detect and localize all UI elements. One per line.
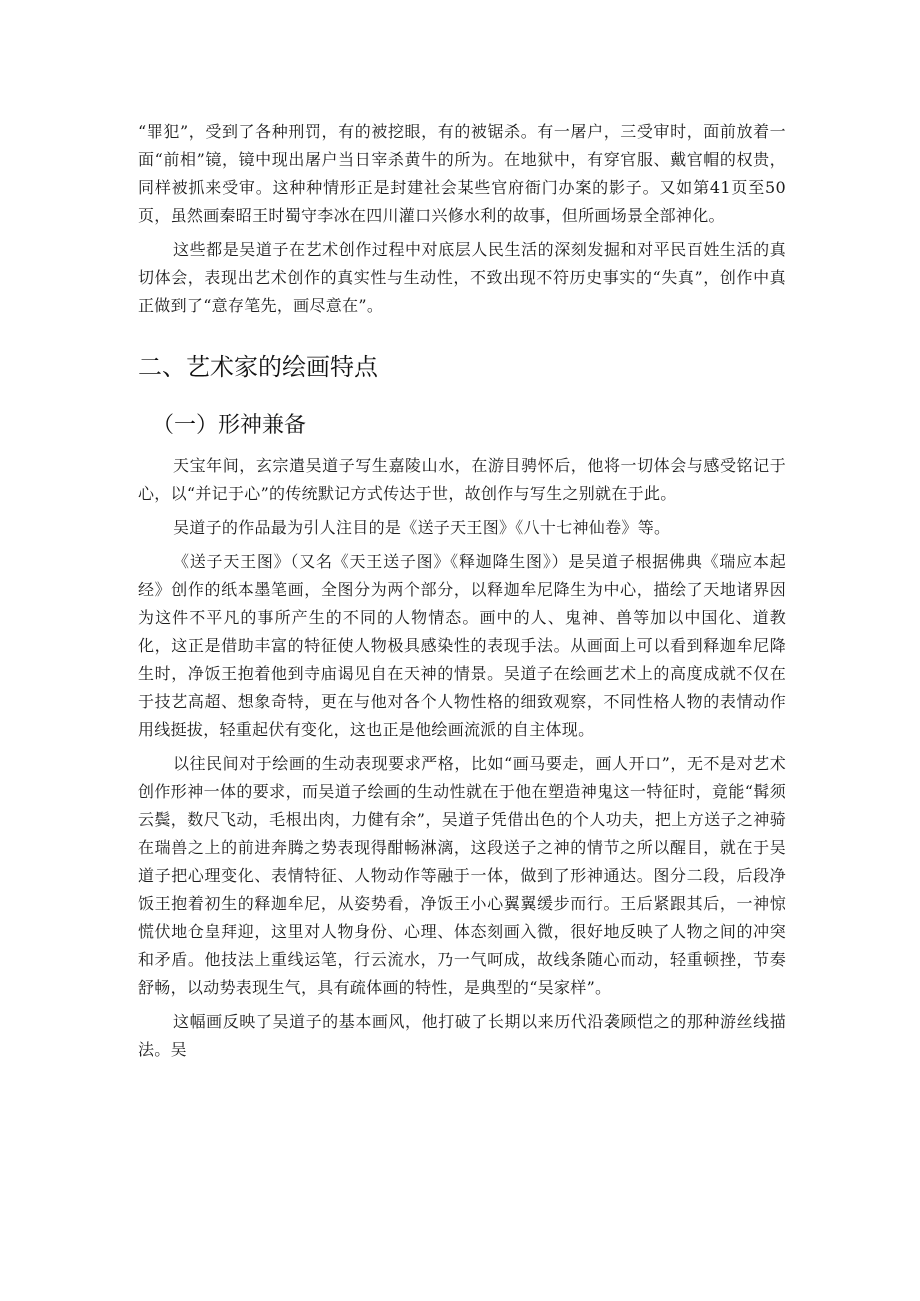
paragraph-tianbao: 天宝年间，玄宗遣吴道子写生嘉陵山水，在游目骋怀后，他将一切体会与感受铭记于心，以“并记于心”的传统默记方式传达于世，故创作与写生之别就在于此。: [138, 456, 786, 503]
paragraph-style: 这幅画反映了吴道子的基本画风，他打破了长期以来历代沿袭顾恺之的那种游丝线描法。吴: [138, 1012, 786, 1059]
paragraph-continuation: “罪犯”，受到了各种刑罚，有的被挖眼，有的被锯杀。有一屠户，三受审时，面前放着一面“前相”镜，镜中现出屠户当日宰杀黄牛的所为。在地狱中，有穿官服、戴官帽的权贵，同样被抓来受审。这种种情形正是封建社会某些官府衙门办案的影子。又如第41页至50页，虽然画秦昭王时蜀守李冰在四川灌口兴修水利的故事，但所画场景全部神化。: [138, 122, 786, 225]
paragraph-vividness: 以往民间对于绘画的生动表现要求严格，比如“画马要走，画人开口”，无不是对艺术创作形神一体的要求，而吴道子绘画的生动性就在于他在塑造神鬼这一特征时，竟能“髯须云鬓，数尺飞动，毛根出肉，力健有余”，吴道子凭借出色的个人功夫，把上方送子之神骑在瑞兽之上的前进奔腾之势表现得酣畅淋漓，这段送子之神的情节之所以醒目，就在于吴道子把心理变化、表情特征、人物动作等融于一体，做到了形神通达。图分二段，后段净饭王抱着初生的释迦牟尼，从姿势看，净饭王小心翼翼缓步而行。王后紧跟其后，一神惊慌伏地仓皇拜迎，这里对人物身份、心理、体态刻画入微，很好地反映了人物之间的冲突和矛盾。他技法上重线运笔，行云流水，乃一气呵成，故线条随心而动，轻重顿挫，节奏舒畅，以动势表现生气，具有疏体画的特性，是典型的“吴家样”。: [138, 754, 786, 997]
document-body: [138, 118, 786, 1064]
paragraph-works: 吴道子的作品最为引人注目的是《送子天王图》《八十七神仙卷》等。: [173, 518, 671, 537]
paragraph-songzi-tianwang: 《送子天王图》（又名《天王送子图》《释迦降生图》）是吴道子根据佛典《瑞应本起经》创作的纸本墨笔画，全图分为两个部分，以释迦牟尼降生为中心，描绘了天地诸界因为这件不平凡的事所产生的不同的人物情态。画中的人、鬼神、兽等加以中国化、道教化，这正是借助丰富的特征使人物极具感染性的表现手法。从画面上可以看到释迦牟尼降生时，净饭王抱着他到寺庙谒见自在天神的情景。吴道子在绘画艺术上的高度成就不仅在于技艺高超、想象奇特，更在与他对各个人物性格的细致观察，不同性格人物的表情动作用线挺拔，轻重起伏有变化，这也正是他绘画流派的自主体现。: [138, 552, 786, 739]
paragraph-summary: 这些都是吴道子在艺术创作过程中对底层人民生活的深刻发掘和对平民百姓生活的真切体会，表现出艺术创作的真实性与生动性，不致出现不符历史事实的“失真”，创作中真正做到了“意存笔先，画尽意在”。: [138, 240, 786, 315]
subsection-heading: （一）形神兼备: [152, 413, 307, 438]
section-heading: 二、艺术家的绘画特点: [138, 353, 378, 381]
